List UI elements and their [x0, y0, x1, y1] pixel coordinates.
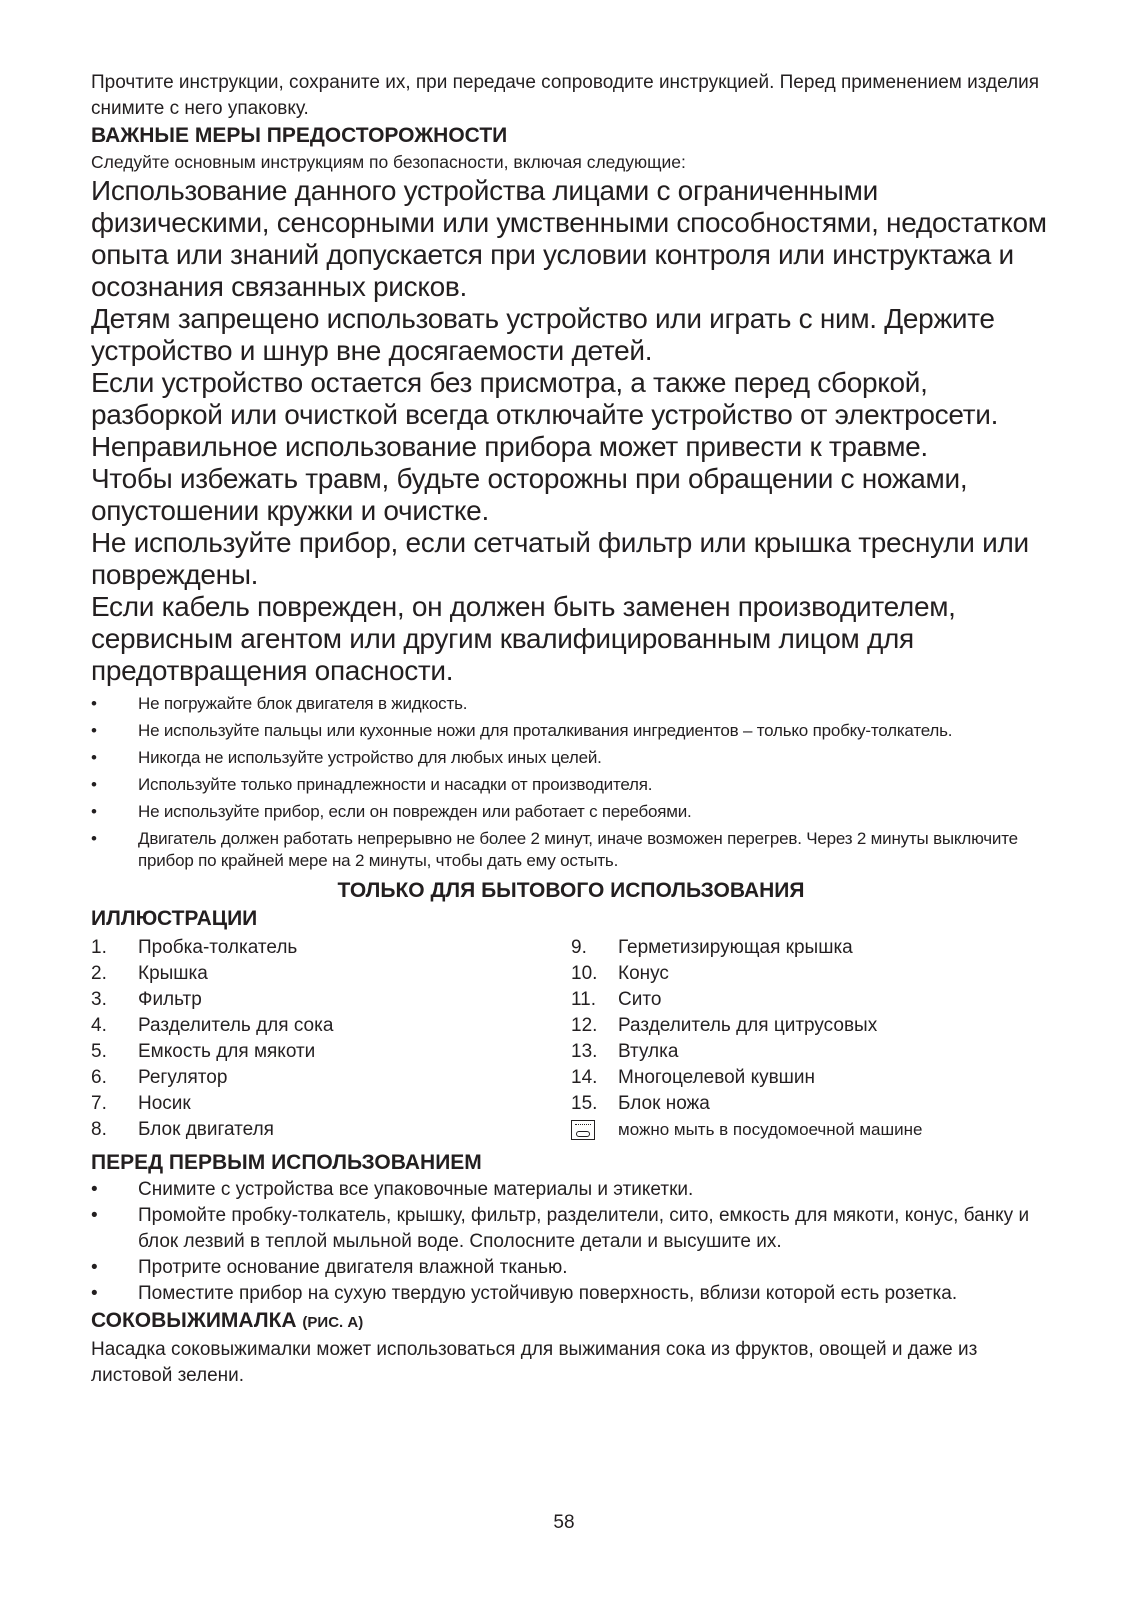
part-item [91, 1091, 571, 1117]
part-number: 15. [571, 1093, 598, 1114]
part-number: 14. [571, 1067, 598, 1088]
safety-paragraph: Использование данного устройства лицами с ограниченными физическими, сенсорными или умственными способностями, недостатком опыта или знаний допускается при условии контроля или инструктажа и осознания связанных рисков. [91, 175, 1047, 302]
figure-reference: (РИС. A) [302, 1314, 364, 1331]
part-item [91, 1117, 571, 1143]
dishwasher-label: можно мыть в посудомоечной машине [618, 1120, 923, 1139]
parts-list [91, 935, 1051, 1143]
juicer-text: Насадка соковыжималки может использоваться для выжимания сока из фруктов, овощей и даже из листовой зелени. [91, 1339, 978, 1386]
part-number: 6. [91, 1067, 107, 1088]
part-item [571, 935, 1051, 961]
part-item [91, 935, 571, 961]
part-number: 3. [91, 989, 107, 1010]
part-number: 5. [91, 1041, 107, 1062]
safety-paragraph: Если устройство остается без присмотра, а также перед сборкой, разборкой или очисткой всегда отключайте устройство от электросети. [91, 367, 999, 430]
juicer-heading-text: СОКОВЫЖИМАЛКА [91, 1309, 297, 1332]
safety-paragraph: Не используйте прибор, если сетчатый фильтр или крышка треснули или повреждены. [91, 527, 1029, 590]
part-item [571, 1013, 1051, 1039]
part-item [571, 961, 1051, 987]
part-item [91, 961, 571, 987]
safety-paragraph: Если кабель поврежден, он должен быть заменен производителем, сервисным агентом или другим квалифицированным лицом для предотвращения опасности. [91, 591, 956, 686]
intro-text: Прочтите инструкции, сохраните их, при передаче сопроводите инструкцией. Перед применением изделия снимите с него упаковку. [91, 72, 1040, 119]
part-label: Герметизирующая крышка [618, 937, 853, 958]
part-label: Втулка [618, 1041, 679, 1062]
part-number: 11. [571, 989, 597, 1010]
part-label: Многоцелевой кувшин [618, 1067, 816, 1088]
list-item: • Двигатель должен работать непрерывно не более 2 минут, иначе возможен перегрев. Через 2 минуты выключите прибор по крайней мере на 2 минуты, чтобы дать ему остыть. [91, 828, 1051, 872]
part-item [91, 1013, 571, 1039]
list-item: • Никогда не используйте устройство для любых иных целей. [91, 747, 1051, 769]
list-item: • Не погружайте блок двигателя в жидкость. [91, 693, 1051, 715]
safety-heading: ВАЖНЫЕ МЕРЫ ПРЕДОСТОРОЖНОСТИ [91, 124, 508, 147]
part-number: 9. [571, 937, 587, 958]
dishwasher-note [571, 1117, 1051, 1143]
part-number: 7. [91, 1093, 107, 1114]
parts-column-right [571, 935, 1051, 1143]
safety-bullet-list [91, 693, 1051, 872]
illustrations-heading: ИЛЛЮСТРАЦИИ [91, 907, 258, 930]
part-number: 10. [571, 963, 598, 984]
part-item [571, 987, 1051, 1013]
juicer-heading [91, 1307, 1051, 1337]
list-item: • Не используйте пальцы или кухонные ножи для проталкивания ингредиентов – только пробку-толкатель. [91, 720, 1051, 742]
part-number: 2. [91, 963, 107, 984]
part-label: Пробка-толкатель [138, 937, 298, 958]
list-item: • Промойте пробку-толкатель, крышку, фильтр, разделители, сито, емкость для мякоти, конус, банку и блок лезвий в теплой мыльной воде. Сполосните детали и высушите их. [91, 1203, 1051, 1255]
part-item [571, 1091, 1051, 1117]
safety-paragraph: Неправильное использование прибора может привести к травме. [91, 431, 928, 462]
part-item [91, 987, 571, 1013]
part-number: 12. [571, 1015, 598, 1036]
part-number: 1. [91, 937, 107, 958]
part-label: Емкость для мякоти [138, 1041, 316, 1062]
first-use-list [91, 1177, 1051, 1307]
part-label: Носик [138, 1093, 191, 1114]
part-label: Сито [618, 989, 662, 1010]
list-item: • Снимите с устройства все упаковочные материалы и этикетки. [91, 1177, 1051, 1203]
part-label: Разделитель для сока [138, 1015, 334, 1036]
part-label: Разделитель для цитрусовых [618, 1015, 878, 1036]
part-number: 4. [91, 1015, 107, 1036]
dishwasher-icon [571, 1120, 595, 1140]
part-label: Блок двигателя [138, 1119, 274, 1140]
list-item: • Используйте только принадлежности и насадки от производителя. [91, 774, 1051, 796]
list-item: • Поместите прибор на сухую твердую устойчивую поверхность, вблизи которой есть розетка. [91, 1281, 1051, 1307]
part-label: Регулятор [138, 1067, 228, 1088]
part-label: Конус [618, 963, 669, 984]
part-item [91, 1039, 571, 1065]
part-number: 13. [571, 1041, 598, 1062]
list-item: • Протрите основание двигателя влажной тканью. [91, 1255, 1051, 1281]
safety-lead: Следуйте основным инструкциям по безопасности, включая следующие: [91, 152, 686, 172]
part-label: Фильтр [138, 989, 202, 1010]
parts-column-left [91, 935, 571, 1143]
safety-paragraph: Детям запрещено использовать устройство или играть с ним. Держите устройство и шнур вне досягаемости детей. [91, 303, 995, 366]
page-number: 58 [553, 1512, 575, 1533]
list-item: • Не используйте прибор, если он поврежден или работает с перебоями. [91, 801, 1051, 823]
part-item [571, 1039, 1051, 1065]
part-label: Блок ножа [618, 1093, 710, 1114]
safety-paragraph: Чтобы избежать травм, будьте осторожны при обращении с ножами, опустошении кружки и очистке. [91, 463, 968, 526]
part-number: 8. [91, 1119, 107, 1140]
first-use-heading: ПЕРЕД ПЕРВЫМ ИСПОЛЬЗОВАНИЕМ [91, 1151, 482, 1174]
part-item [571, 1065, 1051, 1091]
document-page [91, 70, 1051, 1389]
part-label: Крышка [138, 963, 208, 984]
part-item [91, 1065, 571, 1091]
household-only-heading: ТОЛЬКО ДЛЯ БЫТОВОГО ИСПОЛЬЗОВАНИЯ [337, 879, 805, 902]
